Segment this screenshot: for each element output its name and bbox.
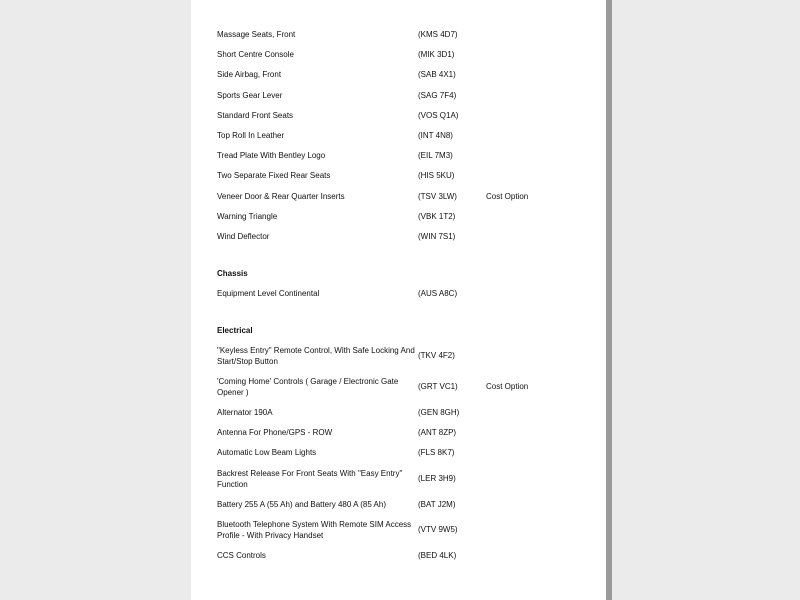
spec-description: Bluetooth Telephone System With Remote SIM Access Profile - With Privacy Handset <box>217 520 412 540</box>
document-page <box>191 0 606 600</box>
spec-description: "Keyless Entry" Remote Control, With Safe Locking And Start/Stop Button <box>217 346 415 366</box>
spec-note: Cost Option <box>486 192 529 201</box>
spec-code: (EIL 7M3) <box>418 151 453 160</box>
spec-description: 'Coming Home' Controls ( Garage / Electronic Gate Opener ) <box>217 377 399 397</box>
spec-code: (KMS 4D7) <box>418 30 458 39</box>
spec-code: (INT 4N8) <box>418 131 453 140</box>
spec-code: (GEN 8GH) <box>418 408 460 417</box>
spec-description: Sports Gear Lever <box>217 91 283 100</box>
spec-description: Short Centre Console <box>217 50 294 59</box>
spec-code: (HIS 5KU) <box>418 171 455 180</box>
spec-description: Equipment Level Continental <box>217 289 320 298</box>
spec-description: Alternator 190A <box>217 408 273 417</box>
spec-description: Automatic Low Beam Lights <box>217 448 317 457</box>
spec-code: (TKV 4F2) <box>418 351 455 360</box>
section-heading-chassis: Chassis <box>217 269 248 278</box>
spec-description: Battery 255 A (55 Ah) and Battery 480 A (85 Ah) <box>217 500 387 509</box>
spec-code: (BED 4LK) <box>418 551 457 560</box>
spec-description: Top Roll In Leather <box>217 131 285 140</box>
page-edge-shadow <box>606 0 612 600</box>
spec-description: Two Separate Fixed Rear Seats <box>217 171 331 180</box>
spec-description: Veneer Door & Rear Quarter Inserts <box>217 192 345 201</box>
spec-description: Standard Front Seats <box>217 111 294 120</box>
spec-description: Side Airbag, Front <box>217 70 282 79</box>
spec-description: Backrest Release For Front Seats With "Easy Entry" Function <box>217 469 403 489</box>
spec-description: Warning Triangle <box>217 212 278 221</box>
spec-code: (AUS A8C) <box>418 289 458 298</box>
spec-code: (TSV 3LW) <box>418 192 457 201</box>
spec-code: (MIK 3D1) <box>418 50 455 59</box>
spec-code: (SAG 7F4) <box>418 91 457 100</box>
spec-description: Massage Seats, Front <box>217 30 296 39</box>
section-heading-electrical: Electrical <box>217 326 253 335</box>
spec-code: (VBK 1T2) <box>418 212 456 221</box>
spec-description: Antenna For Phone/GPS - ROW <box>217 428 333 437</box>
spec-code: (BAT J2M) <box>418 500 456 509</box>
spec-code: (LER 3H9) <box>418 474 456 483</box>
spec-description: CCS Controls <box>217 551 266 560</box>
spec-description: Tread Plate With Bentley Logo <box>217 151 326 160</box>
spec-description: Wind Deflector <box>217 232 270 241</box>
spec-code: (ANT 8ZP) <box>418 428 457 437</box>
spec-code: (VOS Q1A) <box>418 111 459 120</box>
spec-note: Cost Option <box>486 382 529 391</box>
spec-code: (GRT VC1) <box>418 382 458 391</box>
spec-code: (VTV 9W5) <box>418 525 458 534</box>
spec-code: (WIN 7S1) <box>418 232 456 241</box>
spec-code: (FLS 8K7) <box>418 448 455 457</box>
spec-code: (SAB 4X1) <box>418 70 456 79</box>
